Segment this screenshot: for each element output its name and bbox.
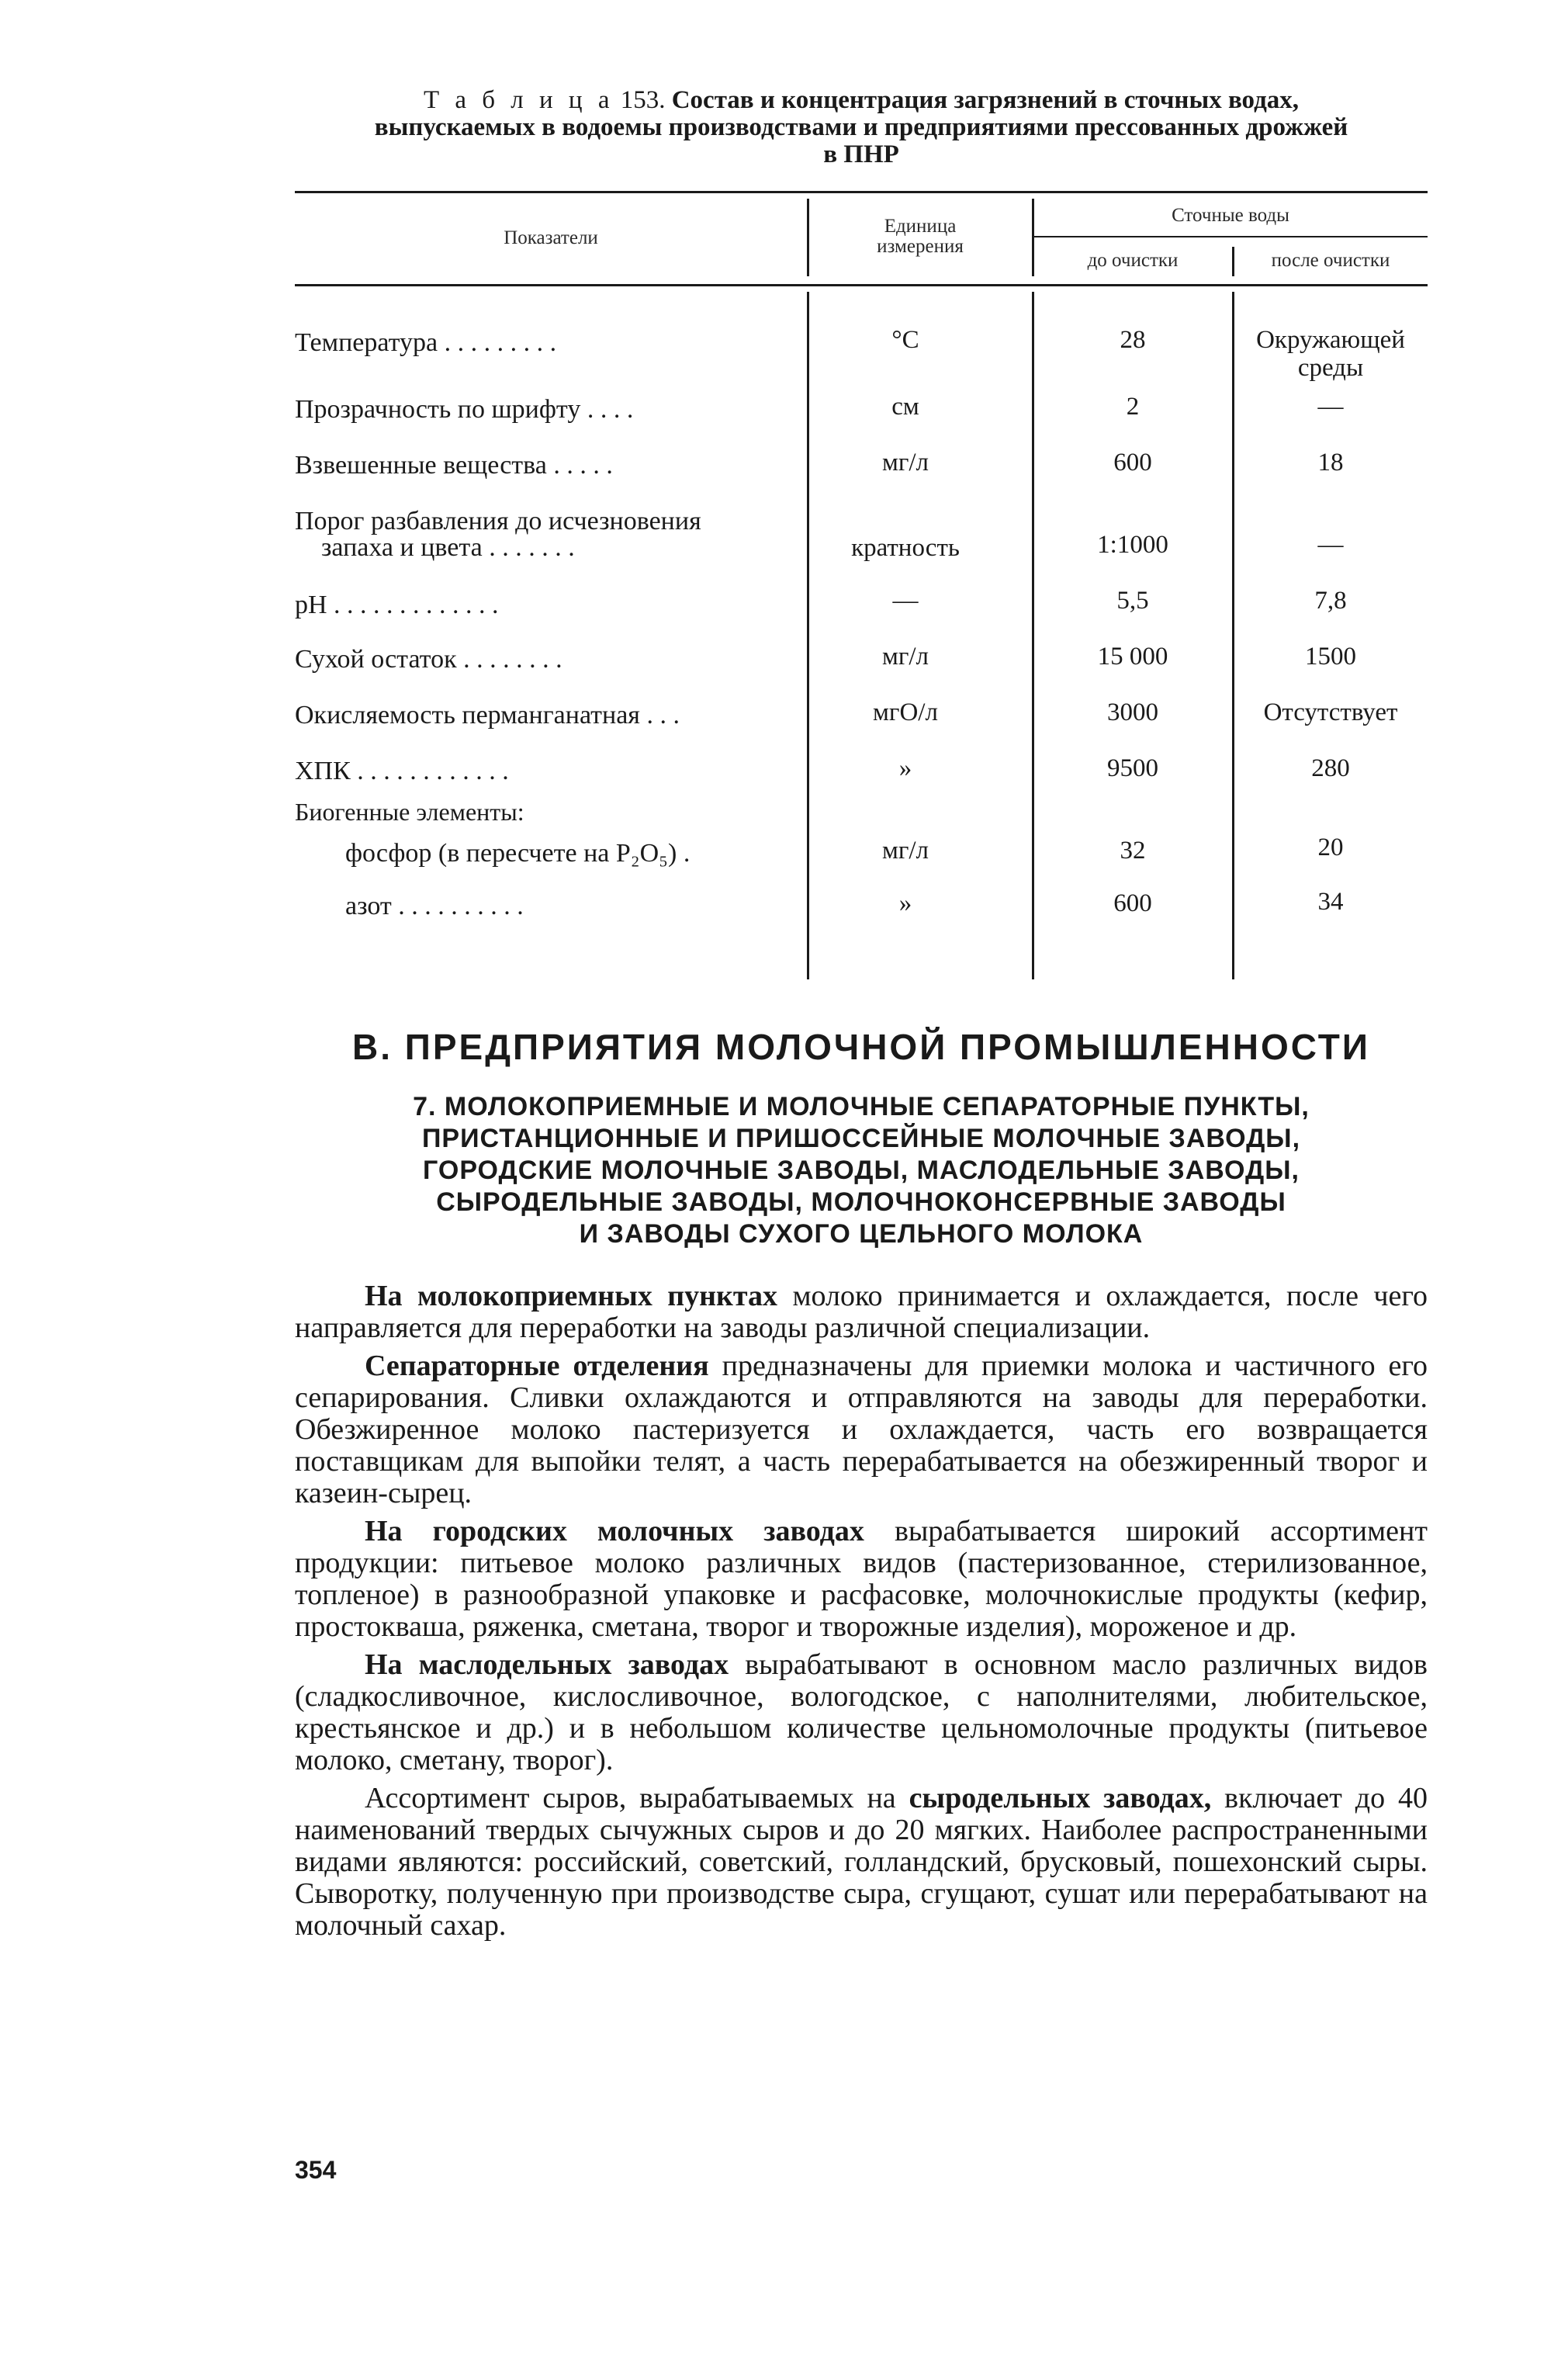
row-after-dilution: — — [1317, 531, 1344, 559]
row-unit-dry-residue: мг/л — [881, 643, 929, 671]
row-label-dilution-1: Порог разбавления до исчезновения — [295, 507, 701, 535]
subtitle-line-3: ГОРОДСКИЕ МОЛОЧНЫЕ ЗАВОДЫ, МАСЛОДЕЛЬНЫЕ ЗАВОДЫ, — [423, 1156, 1300, 1185]
section-title: В. ПРЕДПРИЯТИЯ МОЛОЧНОЙ ПРОМЫШЛЕННОСТИ — [352, 1027, 1370, 1067]
row-before-transparency: 2 — [1126, 393, 1140, 421]
section-subtitle — [310, 1091, 1412, 1250]
header-indicator: Показатели — [504, 227, 598, 248]
row-after-temperature-1: Окружающей — [1256, 326, 1405, 354]
row-label-transparency: Прозрачность по шрифту . . . . — [295, 395, 634, 424]
paragraph-text: вырабатывают в основном масло различных видов (сладкосливочное, кислосливочное, вологодское, с наполнителями, любительское, крестьянское и др.) и в небольшом количестве цельномолочные продукты (питьевое молоко, сметану, творог). — [295, 1648, 1428, 1776]
row-unit-cod: » — [898, 754, 912, 782]
row-unit-ph: — — [892, 587, 919, 615]
row-label-ph: pH . . . . . . . . . . . . . — [295, 591, 499, 619]
table-top-rule — [295, 191, 1428, 193]
header-bottom-rule — [295, 284, 1428, 286]
row-after-cod: 280 — [1311, 754, 1350, 782]
paragraph-text: вырабатывается широкий ассортимент продукции: питьевое молоко различных видов (пастеризованное, стерилизованное, топленое) в разнообразной упаковке и расфасовке, молочнокислые продукты (кефир, простокваша, ряженка, сметана, творог и творожные изделия), мороженое и др. — [295, 1515, 1428, 1643]
paragraph-cheese — [295, 1783, 1428, 1942]
row-label-dry-residue: Сухой остаток . . . . . . . . — [295, 645, 562, 674]
subtitle-line-2: ПРИСТАНЦИОННЫЕ И ПРИШОССЕЙНЫЕ МОЛОЧНЫЕ ЗАВОДЫ, — [421, 1124, 1301, 1153]
row-unit-transparency: см — [891, 393, 919, 421]
row-label-temperature: Температура . . . . . . . . . — [295, 328, 557, 357]
page-number: 354 — [295, 2156, 337, 2184]
row-after-oxidation: Отсутствует — [1263, 698, 1398, 726]
row-before-dry-residue: 15 000 — [1097, 643, 1168, 671]
row-unit-phosphorus: мг/л — [881, 837, 929, 865]
row-after-nitrogen: 34 — [1317, 888, 1344, 916]
row-before-dilution: 1:1000 — [1097, 531, 1168, 559]
caption-number: 153. — [620, 86, 666, 114]
caption-title: Состав и концентрация загрязнений в сточных водах, — [671, 86, 1300, 114]
paragraph-city-dairy — [295, 1516, 1428, 1643]
row-before-nitrogen: 600 — [1113, 889, 1152, 917]
header-before: до очистки — [1087, 250, 1179, 271]
row-label-cod: ХПК . . . . . . . . . . . . — [295, 757, 509, 785]
row-after-dry-residue: 1500 — [1305, 643, 1356, 671]
paragraph-bold: сыродельных заводах, — [909, 1782, 1212, 1814]
row-unit-temperature: °С — [891, 326, 919, 354]
row-label-oxidation: Окисляемость перманганатная . . . — [295, 701, 680, 729]
row-before-temperature: 28 — [1120, 326, 1146, 354]
row-after-suspended: 18 — [1317, 449, 1344, 477]
caption-label: Т а б л и ц а — [423, 86, 614, 114]
row-before-phosphorus: 32 — [1120, 837, 1146, 865]
row-after-ph: 7,8 — [1314, 587, 1347, 615]
header-after: после очистки — [1271, 250, 1390, 271]
header-unit-line2: измерения — [877, 236, 964, 257]
row-label-suspended: Взвешенные вещества . . . . . — [295, 451, 613, 480]
paragraph-bold: На маслодельных заводах — [365, 1648, 729, 1681]
subtitle-line-1: 7. МОЛОКОПРИЕМНЫЕ И МОЛОЧНЫЕ СЕПАРАТОРНЫЕ ПУНКТЫ, — [413, 1092, 1310, 1121]
row-unit-dilution: кратность — [851, 534, 960, 562]
body-text — [295, 1280, 1428, 1948]
row-unit-nitrogen: » — [898, 889, 912, 917]
paragraph-text: предназначены для приемки молока и частичного его сепарирования. Сливки охлаждаются и отправляются на заводы для переработки. Обезжиренное молоко пастеризуется и охлаждается, часть его возвращается поставщикам для выпойки телят, а часть перерабатывается на обезжиренный творог и казеин-сырец. — [295, 1350, 1428, 1509]
paragraph-text: молоко принимается и охлаждается, после чего направляется для переработки на заводы различной специализации. — [295, 1280, 1428, 1344]
data-table — [295, 191, 1428, 982]
header-wastewater: Сточные воды — [1172, 205, 1289, 226]
header-sub-rule — [1033, 236, 1428, 237]
paragraph-separator — [295, 1350, 1428, 1509]
subtitle-line-4: СЫРОДЕЛЬНЫЕ ЗАВОДЫ, МОЛОЧНОКОНСЕРВНЫЕ ЗАВОДЫ — [436, 1187, 1286, 1217]
row-before-oxidation: 3000 — [1107, 698, 1158, 726]
row-before-cod: 9500 — [1107, 754, 1158, 782]
caption-line-1 — [295, 87, 1428, 114]
row-unit-suspended: мг/л — [881, 449, 929, 477]
row-before-suspended: 600 — [1113, 449, 1152, 477]
paragraph-text: включает до 40 наименований твердых сычужных сыров и до 20 мягких. Наиболее распространенными видами являются: российский, советский, голландский, брусковый, пошехонский сыры. Сыворотку, полученную при производстве сыра, сгущают, сушат или перерабатывают на молочный сахар. — [295, 1782, 1428, 1942]
row-after-phosphorus: 20 — [1317, 833, 1344, 861]
header-unit-line1: Единица — [884, 216, 957, 237]
paragraph-bold: На городских молочных заводах — [365, 1515, 864, 1547]
paragraph-bold: На молокоприемных пунктах — [365, 1280, 778, 1312]
paragraph-pre: Ассортимент сыров, вырабатываемых на — [365, 1782, 909, 1814]
row-unit-oxidation: мгО/л — [873, 698, 938, 726]
table-caption — [295, 87, 1428, 168]
subtitle-line-5: И ЗАВОДЫ СУХОГО ЦЕЛЬНОГО МОЛОКА — [579, 1219, 1144, 1249]
row-label-dilution-2: запаха и цвета . . . . . . . — [321, 533, 575, 562]
paragraph-bold: Сепараторные отделения — [365, 1350, 709, 1382]
row-label-phosphorus: фосфор (в пересчете на P₂O₅) . — [345, 839, 691, 868]
caption-line-2: выпускаемых в водоемы производствами и предприятиями прессованных дрожжей — [374, 113, 1348, 141]
paragraph-milk-reception — [295, 1280, 1428, 1344]
row-after-temperature-2: среды — [1297, 354, 1364, 382]
paragraph-butter — [295, 1649, 1428, 1776]
row-label-nitrogen: азот . . . . . . . . . . — [345, 892, 524, 920]
caption-line-3: в ПНР — [823, 140, 899, 168]
row-before-ph: 5,5 — [1116, 587, 1149, 615]
row-after-transparency: — — [1317, 393, 1344, 421]
row-label-biogenic: Биогенные элементы: — [295, 798, 524, 826]
